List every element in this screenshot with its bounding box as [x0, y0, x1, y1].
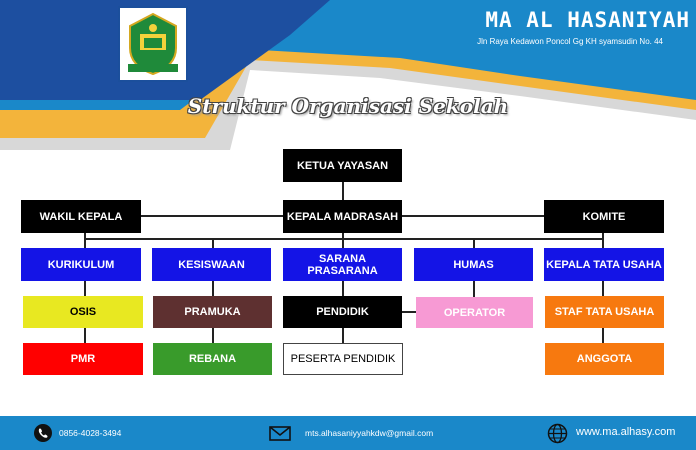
- label: KOMITE: [582, 210, 626, 223]
- connector-line: [342, 233, 344, 248]
- connector-line: [212, 238, 214, 248]
- box-anggota: [545, 343, 664, 375]
- box-komite: [544, 200, 664, 233]
- label: KURIKULUM: [47, 258, 115, 271]
- footer-phone: 0856-4028-3494: [59, 428, 122, 438]
- box-pramuka: [153, 296, 272, 328]
- page-title: Struktur Organisasi Sekolah: [187, 94, 509, 118]
- label: PRAMUKA: [184, 306, 241, 318]
- box-rebana: [153, 343, 272, 375]
- connector-line: [602, 233, 604, 248]
- connector-line: [473, 238, 475, 248]
- school-name: MA AL HASANIYAH: [485, 8, 690, 32]
- box-kesiswaan: [152, 248, 271, 281]
- label: KEPALA TATA USAHA: [546, 258, 662, 271]
- box-kurikulum: [21, 248, 141, 281]
- label: REBANA: [188, 353, 237, 365]
- connector-line: [402, 311, 416, 313]
- label: KEPALA MADRASAH: [286, 210, 399, 223]
- school-logo: [118, 6, 188, 82]
- box-pmr: [23, 343, 143, 375]
- label: HUMAS: [453, 258, 494, 271]
- label: PENDIDIK: [316, 306, 369, 318]
- connector-line: [342, 182, 344, 200]
- box-operator: [416, 297, 533, 328]
- box-osis: [23, 296, 143, 328]
- label: PMR: [70, 353, 96, 365]
- box-staf-tata-usaha: [545, 296, 664, 328]
- label: KESISWAAN: [178, 258, 245, 271]
- label: PESERTA PENDIDIK: [290, 353, 396, 365]
- footer-email[interactable]: mts.alhasaniyyahkdw@gmail.com: [305, 428, 434, 438]
- label: SARANA PRASARANA: [307, 252, 378, 277]
- globe-icon: [547, 423, 568, 444]
- footer-website[interactable]: www.ma.alhasy.com: [576, 426, 676, 438]
- box-humas: [414, 248, 533, 281]
- mail-icon: [269, 426, 291, 441]
- school-address: Jln Raya Kedawon Poncol Gg KH syamsudin No. 44: [477, 37, 663, 46]
- box-sarana-prasarana: [283, 248, 402, 281]
- connector-line: [84, 238, 604, 240]
- box-peserta-pendidik: [283, 343, 403, 375]
- label: WAKIL KEPALA: [39, 210, 123, 223]
- box-kepala-tata-usaha: [544, 248, 664, 281]
- label: OSIS: [69, 306, 97, 318]
- label: ANGGOTA: [576, 353, 633, 365]
- box-pendidik: [283, 296, 402, 328]
- label: KETUA YAYASAN: [296, 159, 389, 172]
- label: OPERATOR: [443, 306, 506, 319]
- box-kepala-madrasah: [283, 200, 402, 233]
- box-wakil-kepala: [21, 200, 141, 233]
- whatsapp-icon: [33, 423, 53, 443]
- label: STAF TATA USAHA: [554, 306, 655, 318]
- connector-line: [84, 233, 86, 248]
- connector-line: [473, 281, 475, 297]
- box-ketua-yayasan: [283, 149, 402, 182]
